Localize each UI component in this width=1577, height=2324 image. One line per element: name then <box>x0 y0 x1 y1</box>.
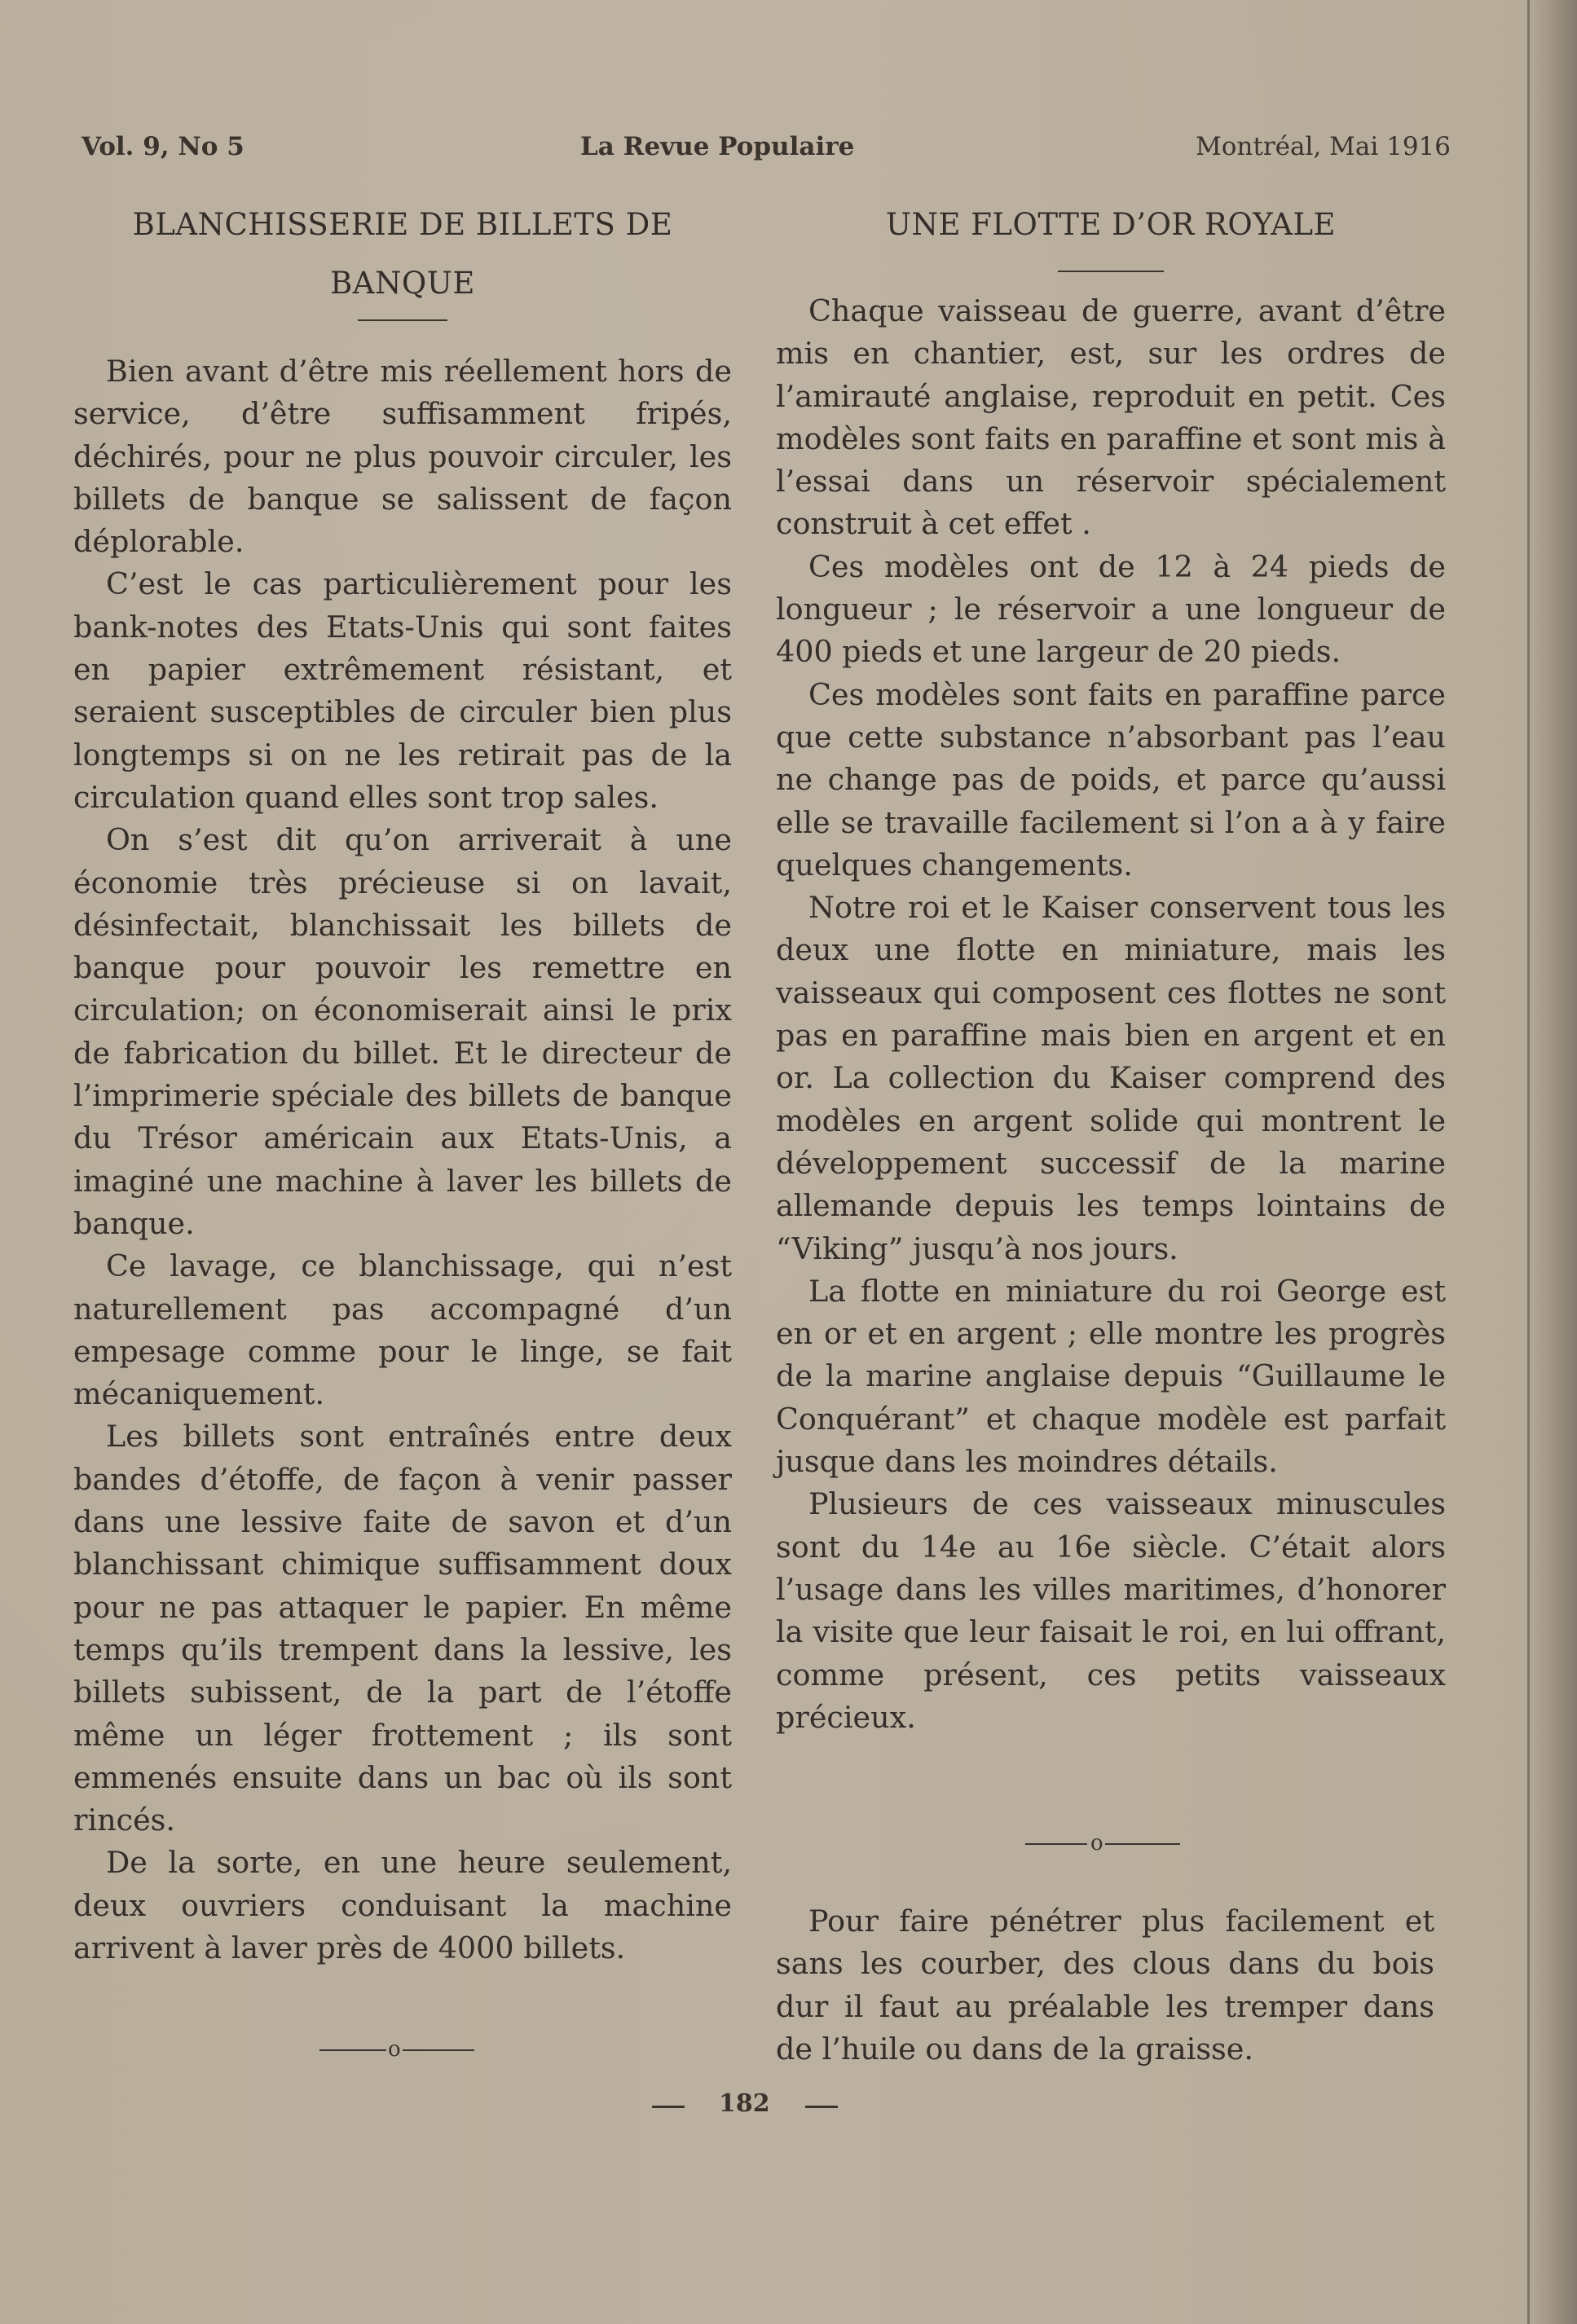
right-article-body <box>776 290 1446 1739</box>
left-paragraph: Ce lavage, ce blanchissage, qui n’est naturellement pas accompagné d’un empesage comme pour le linge, se fait mécaniquement. <box>73 1248 732 1412</box>
left-separator-symbol: o <box>388 2037 401 2062</box>
footer-dash-left <box>652 2106 685 2108</box>
right-separator-rule-left <box>1025 1843 1087 1845</box>
left-article-title <box>73 196 732 313</box>
right-note-body <box>776 1900 1434 2071</box>
left-paragraph: Bien avant d’être mis réellement hors de service, d’être suffisamment fripés, déchirés, pour ne plus pouvoir circuler, les billets de banque se salissent de façon déplorable. <box>73 354 732 560</box>
right-separator-rule-right <box>1105 1843 1180 1845</box>
left-paragraph: On s’est dit qu’on arriverait à une économie très précieuse si on lavait, désinfectait, blanchissait les billets de banque pour pouvoir les remettre en circulation; on économiserait ainsi le prix de fabrication du billet. Et le directeur de l’imprimerie spéciale des billets de banque du Trésor américain aux Etats-Unis, a imaginé une machine à laver les billets de banque. <box>73 822 732 1241</box>
right-title-rule <box>1058 271 1164 272</box>
right-paragraph: Chaque vaisseau de guerre, avant d’être mis en chantier, est, sur les ordres de l’amirauté anglaise, reproduit en petit. Ces modèles sont faits en paraffine et sont mis à l’essai dans un réservoir spécialement construit à cet effet . <box>776 293 1446 542</box>
right-paragraph: Notre roi et le Kaiser conservent tous les deux une flotte en miniature, mais les vaisseaux qui composent ces flottes ne sont pas en paraffine mais bien en argent et en or. La collection du Kaiser comprend des modèles en argent solide qui montrent le développement successif de la marine allemande depuis les temps lointains de “Viking” jusqu’à nos jours. <box>776 890 1446 1266</box>
left-paragraph: De la sorte, en une heure seulement, deux ouvriers conduisant la machine arrivent à laver près de 4000 billets. <box>73 1845 732 1965</box>
left-separator-rule-left <box>319 2049 386 2051</box>
page-binding-edge <box>1527 0 1530 2324</box>
right-note-paragraph: Pour faire pénétrer plus facilement et sans les courber, des clous dans du bois dur il faut au préalable les tremper dans de l’huile ou dans de la graisse. <box>776 1904 1434 2067</box>
header-volume: Vol. 9, No 5 <box>81 132 244 161</box>
footer-dash-right <box>805 2106 838 2108</box>
right-paragraph: Ces modèles sont faits en paraffine parce que cette substance n’absorbant pas l’eau ne change pas de poids, et parce qu’aussi elle se travaille facilement si l’on a à y faire quelques changements. <box>776 676 1446 883</box>
right-paragraph: Plusieurs de ces vaisseaux minuscules sont du 14e au 16e siècle. C’était alors l’usage dans les villes maritimes, d’honorer la visite que leur faisait le roi, en lui offrant, comme présent, ces petits vaisseaux précieux. <box>776 1486 1446 1735</box>
running-header <box>81 132 1451 173</box>
left-article-title-line1: BLANCHISSERIE DE BILLETS DE <box>132 207 673 242</box>
left-article-title-line2: BANQUE <box>330 266 475 301</box>
page-footer <box>652 2089 848 2122</box>
right-paragraph: Ces modèles ont de 12 à 24 pieds de longueur ; le réservoir a une longueur de 400 pieds et une largeur de 20 pieds. <box>776 548 1446 670</box>
left-paragraph: C’est le cas particulièrement pour les bank-notes des Etats-Unis qui sont faites en papier extrêmement résistant, et seraient susceptibles de circuler bien plus longtemps si on ne les retirait pas de la circulation quand elles sont trop sales. <box>73 566 732 815</box>
left-separator-rule-right <box>403 2049 474 2051</box>
header-journal-title: La Revue Populaire <box>580 132 855 161</box>
left-column <box>73 196 732 1970</box>
left-paragraph: Les billets sont entraînés entre deux bandes d’étoffe, de façon à venir passer dans une lessive faite de savon et d’un blanchissant chimique suffisamment doux pour ne pas attaquer le papier. En même temps qu’ils trempent dans la lessive, les billets subissent, de la part de l’étoffe même un léger frottement ; ils sont emmenés ensuite dans un bac où ils sont rincés. <box>73 1419 732 1838</box>
right-separator-symbol: o <box>1090 1831 1103 1855</box>
right-paragraph: La flotte en miniature du roi George est en or et en argent ; elle montre les progrès de la marine anglaise depuis “Guillaume le Conquérant” et chaque modèle est parfait jusque dans les moindres détails. <box>776 1273 1446 1480</box>
page-number: 182 <box>719 2089 770 2118</box>
left-title-rule <box>358 319 447 321</box>
right-column <box>776 196 1446 1739</box>
header-place-date: Montréal, Mai 1916 <box>1196 132 1451 161</box>
right-article-title: UNE FLOTTE D’OR ROYALE <box>885 207 1337 242</box>
left-article-body <box>73 350 732 1970</box>
page-binding-shadow <box>1525 0 1577 2324</box>
